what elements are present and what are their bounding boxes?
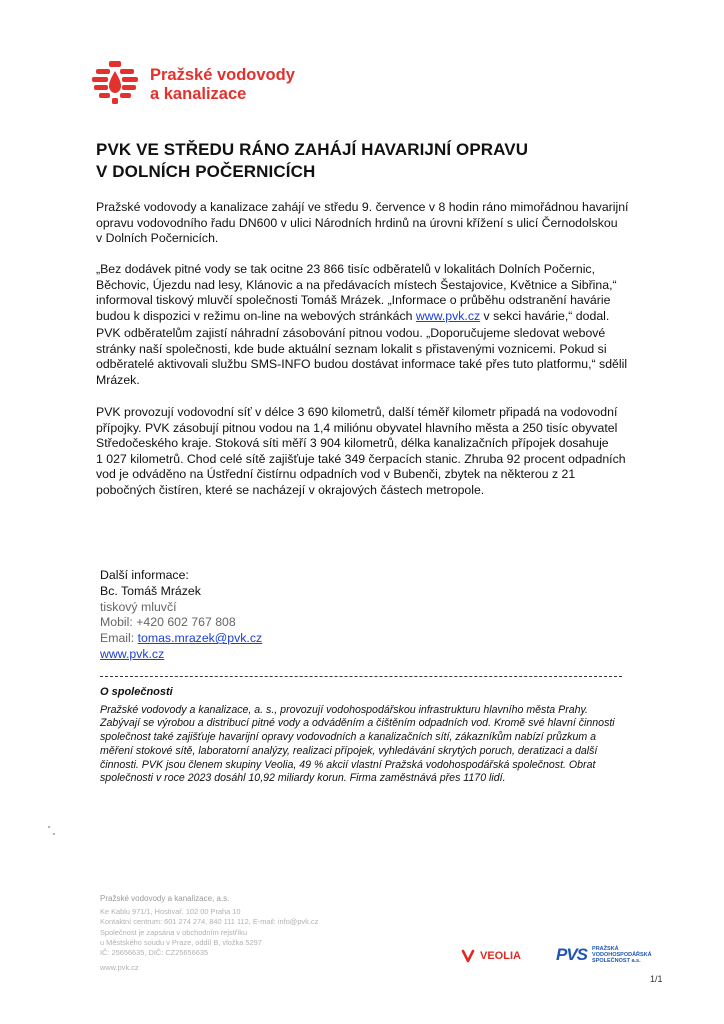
title-line-1: PVK VE STŘEDU RÁNO ZAHÁJÍ HAVARIJNÍ OPRAVU <box>96 140 529 159</box>
text-fragment: v sekci havárie,“ dodal. <box>480 308 610 323</box>
text-line: přípojky. PVK zásobují pitnou vodou na 1,4 miliónu obyvatel hlavního města a 250 tisíc obyvatel <box>96 420 618 435</box>
about-line: Pražské vodovody a kanalizace, a. s., provozují vodohospodářskou infrastrukturu hlavního města Prahy. <box>100 703 588 716</box>
email-label: Email: <box>100 631 138 646</box>
footer-line: Kontaktní centrum: 601 274 274, 840 111 112, E-mail: info@pvk.cz <box>100 917 319 927</box>
text-line: Mrázek. <box>96 372 140 387</box>
text-line <box>96 309 656 325</box>
text-line: PVK provozují vodovodní síť v délce 3 690 kilometrů, další téměř kilometr připadá na vodovodní <box>96 405 618 419</box>
text-line: Pražské vodovody a kanalizace zahájí ve středu 9. července v 8 hodin ráno mimořádnou havarijní <box>96 200 629 214</box>
contact-block <box>100 568 262 663</box>
footer-line: Ke Kablu 971/1, Hostivař, 102 00 Praha 10 <box>100 907 241 917</box>
text-line: „Bez dodávek pitné vody se tak ocitne 23 866 tisíc odběratelů v lokalitách Dolních Počernic, <box>96 262 595 276</box>
about-line: společnost také zajišťuje havarijní opravy vodovodních a kanalizačních sítí, zákazníkům nabízí průzkum a <box>100 731 597 744</box>
text-line: vod je odváděno na Ústřední čistírnu odpadních vod v Bubenči, zbytek na některou z 21 <box>96 467 576 482</box>
section-divider <box>100 676 622 677</box>
about-line: Zabývají se výrobou a distribucí pitné vody a odváděním a čištěním odpadních vod. Kromě své hlavní činnosti <box>100 717 615 730</box>
page-number: 1/1 <box>650 974 663 984</box>
text-line: pobočných čistíren, které se nacházejí v okrajových částech metropole. <box>96 482 485 497</box>
press-release-title <box>96 139 528 183</box>
footer-line: Společnost je zapsána v obchodním rejstříku <box>100 927 248 937</box>
text-line: Běchovic, Újezdu nad lesy, Klánovic a na předávacích místech Šestajovice, Květnice a Sibřina,“ <box>96 277 617 292</box>
text-line: 1 027 kilometrů. Chod celé sítě zajišťuje také 349 čerpacích stanic. Zhruba 92 procent odpadních <box>96 451 626 466</box>
pvs-line: PRAŽSKÁ <box>592 945 619 952</box>
text-line: v Dolních Počernicích. <box>96 231 219 246</box>
text-line: stránky naší společnosti, kde bude aktuální seznam lokalit s přistavenými voznicemi. Pokud si <box>96 341 607 356</box>
contact-heading: Další informace: <box>100 568 189 582</box>
text-line: odběratelé aktivovali službu SMS-INFO budou dostávat informace také přes tuto platformu,“ sdělil <box>96 357 628 372</box>
pvk-website-link[interactable]: www.pvk.cz <box>415 308 481 323</box>
company-footer <box>100 894 318 973</box>
text-line: Středočeského kraje. Stoková síti měří 3 904 kilometrů, délka kanalizačních přípojek dosahuje <box>96 436 609 451</box>
veolia-wordmark: VEOLIA <box>480 950 521 962</box>
about-heading: O společnosti <box>100 686 173 698</box>
paragraph-network-facts <box>96 405 656 499</box>
about-line: činnosti. PVK jsou členem skupiny Veolia, 49 % akcií vlastní Pražská vodohospodářská společnost. Obrat <box>100 758 596 771</box>
contact-email-row <box>100 631 262 647</box>
footer-web: www.pvk.cz <box>100 963 139 973</box>
pvs-logo-text <box>592 946 652 965</box>
about-line: společnosti v roce 2023 dosáhl 10,92 miliardy korun. Firma zaměstnává přes 1170 lidí. <box>100 772 506 785</box>
company-logo-text <box>150 66 295 104</box>
scan-speck <box>48 826 50 828</box>
pvs-line: SPOLEČNOST a.s. <box>592 958 641 965</box>
contact-mobile: Mobil: +420 602 767 808 <box>100 615 236 630</box>
pvs-logo-mark: PVS <box>556 945 588 964</box>
veolia-logo <box>460 948 521 964</box>
text-fragment: budou k dispozici v režimu on-line na webových stránkách <box>96 308 416 323</box>
veolia-logo-icon <box>460 948 476 964</box>
text-line: PVK odběratelům zajistí náhradní zásobování pitnou vodou. „Doporučujeme sledovat webové <box>96 326 606 340</box>
contact-role: tiskový mluvčí <box>100 599 177 614</box>
pvk-logo-icon <box>92 61 138 105</box>
footer-line: u Městského soudu v Praze, oddíl B, vložka 5297 <box>100 937 262 947</box>
contact-email-link[interactable]: tomas.mrazek@pvk.cz <box>137 631 263 646</box>
paragraph-quote <box>96 262 656 324</box>
pvs-line: VODOHOSPODÁŘSKÁ <box>592 951 652 958</box>
contact-web-row <box>100 647 262 663</box>
about-company <box>100 686 662 786</box>
pvs-logo <box>556 945 652 965</box>
about-line: měření stokové sítě, laboratorní analýzy, realizaci přípojek, vyhledávání skrytých poruch, deratizaci a další <box>100 744 598 757</box>
contact-name: Bc. Tomáš Mrázek <box>100 583 201 598</box>
scan-speck <box>53 833 55 835</box>
footer-company: Pražské vodovody a kanalizace, a.s. <box>100 894 230 903</box>
paragraph-intro <box>96 200 656 247</box>
logo-line-1: Pražské vodovody <box>150 66 295 84</box>
logo-line-2: a kanalizace <box>150 85 247 103</box>
title-line-2: V DOLNÍCH POČERNICÍCH <box>96 162 316 181</box>
footer-line: IČ: 25656635, DIČ: CZ25656635 <box>100 948 209 958</box>
text-line: opravu vodovodního řadu DN600 v ulici Národních hrdinů na úrovni křížení s ulicí Černodolskou <box>96 215 618 230</box>
text-line: informoval tiskový mluvčí společnosti Tomáš Mrázek. „Informace o průběhu odstranění havárie <box>96 293 611 308</box>
paragraph-replacement-supply <box>96 326 656 388</box>
contact-web-link[interactable]: www.pvk.cz <box>100 646 165 661</box>
